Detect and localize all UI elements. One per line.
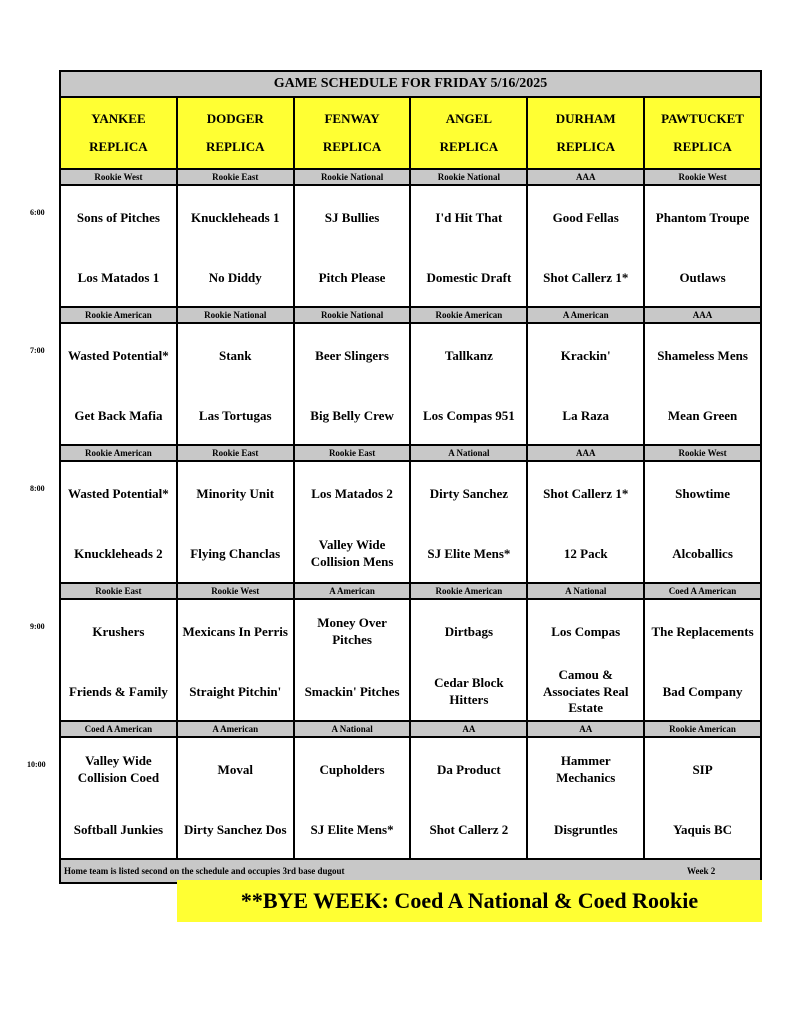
away-team: Good Fellas: [552, 209, 619, 225]
away-team: Wasted Potential*: [68, 347, 169, 363]
game-cell: [528, 324, 645, 444]
away-team: Mexicans In Perris: [182, 623, 288, 639]
division-label: Rookie American: [61, 446, 178, 460]
game-cell: [411, 600, 528, 720]
game-cell: [528, 600, 645, 720]
division-label: Rookie West: [178, 584, 295, 598]
away-team: Krushers: [92, 623, 145, 639]
game-cell: [295, 600, 412, 720]
away-team: Krackin': [560, 347, 611, 363]
home-team: 12 Pack: [563, 545, 608, 561]
away-team: Knuckleheads 1: [190, 209, 280, 225]
away-team: The Replacements: [651, 623, 754, 639]
game-cell: [411, 186, 528, 306]
away-team: Hammer Mechanics: [556, 753, 616, 785]
division-row: [61, 170, 760, 186]
away-team: Wasted Potential*: [68, 485, 169, 501]
division-label: Rookie West: [678, 448, 727, 458]
time-column: [0, 0, 60, 1024]
game-cell: [411, 324, 528, 444]
home-team: Mean Green: [667, 407, 738, 423]
home-team: SJ Elite Mens*: [310, 821, 394, 837]
away-team: SIP: [692, 761, 713, 777]
away-team: Cupholders: [319, 761, 385, 777]
home-team: Yaquis BC: [673, 821, 732, 837]
game-cell: [61, 186, 178, 306]
division-label: AA: [528, 722, 645, 736]
game-cell: [528, 462, 645, 582]
field-sub: REPLICA: [89, 139, 148, 154]
away-team: Los Matados 2: [311, 485, 393, 501]
home-team: Softball Junkies: [73, 821, 164, 837]
division-label: Rookie West: [61, 170, 178, 184]
game-cell: [295, 462, 412, 582]
field-name: PAWTUCKET: [661, 111, 744, 126]
away-team: Da Product: [437, 761, 501, 777]
field-sub: REPLICA: [322, 139, 382, 154]
home-team: SJ Elite Mens*: [427, 545, 511, 561]
field-name: DODGER: [206, 111, 264, 126]
away-team: Moval: [217, 761, 253, 777]
home-team: Friends & Family: [68, 683, 168, 699]
division-label: A American: [178, 722, 295, 736]
away-team: Sons of Pitches: [76, 209, 160, 225]
home-team: Knuckleheads 2: [74, 545, 163, 561]
home-team: Smackin' Pitches: [304, 683, 400, 699]
schedule-footer: [61, 860, 760, 882]
division-row: [61, 446, 760, 462]
division-label: Rookie American: [411, 584, 528, 598]
division-label: Rookie National: [411, 170, 528, 184]
division-row: [61, 584, 760, 600]
game-cell: [61, 600, 178, 720]
home-team: Dirty Sanchez Dos: [183, 821, 287, 837]
game-cell: [295, 186, 412, 306]
away-team: Tallkanz: [444, 347, 493, 363]
field-sub: REPLICA: [439, 139, 499, 154]
field-header-durham: [528, 98, 645, 168]
time-label: 6:00: [30, 208, 45, 217]
division-row: [61, 722, 760, 738]
home-team: Shot Callerz 1*: [543, 269, 629, 285]
field-sub: REPLICA: [556, 139, 615, 154]
game-cell: [411, 462, 528, 582]
game-cell: [295, 738, 412, 858]
footer-note: Home team is listed second on the schedule and occupies 3rd base dugout: [64, 866, 345, 876]
field-sub: REPLICA: [205, 139, 265, 154]
game-cell: [178, 462, 295, 582]
division-label: Rookie National: [178, 308, 295, 322]
away-team: Dirtbags: [444, 623, 494, 639]
division-label: Rookie East: [295, 446, 412, 460]
time-slots: [61, 170, 760, 860]
division-row: [61, 308, 760, 324]
home-team: Outlaws: [679, 269, 726, 285]
week-label: Week 2: [687, 866, 716, 876]
time-label: 7:00: [30, 346, 45, 355]
division-label: AAA: [692, 310, 713, 320]
game-cell: [645, 324, 760, 444]
game-cell: [178, 324, 295, 444]
away-team: Shameless Mens: [657, 347, 748, 363]
game-cell: [61, 462, 178, 582]
time-label: 10:00: [27, 760, 46, 769]
game-cell: [645, 186, 760, 306]
game-cell: [178, 738, 295, 858]
division-label: Rookie American: [411, 308, 528, 322]
field-sub: REPLICA: [673, 139, 732, 154]
game-cell: [178, 600, 295, 720]
away-team: SJ Bullies: [324, 209, 380, 225]
home-team: Domestic Draft: [426, 269, 512, 285]
division-label: Rookie East: [61, 584, 178, 598]
bye-week-banner: **BYE WEEK: Coed A National & Coed Rookie: [177, 880, 762, 922]
field-name: DURHAM: [555, 111, 616, 126]
game-cell: [61, 738, 178, 858]
away-team: Los Compas: [551, 623, 621, 639]
home-team: Disgruntles: [553, 821, 618, 837]
division-label: Rookie National: [295, 308, 412, 322]
division-label: A National: [411, 446, 528, 460]
home-team: Cedar Block Hitters: [434, 675, 504, 707]
game-row: [61, 738, 760, 860]
away-team: Showtime: [675, 485, 730, 501]
home-team: Pitch Please: [318, 269, 386, 285]
home-team: Valley Wide Collision Mens: [310, 537, 394, 569]
division-label: A American: [295, 584, 412, 598]
division-label: A American: [528, 308, 645, 322]
division-label: Rookie East: [178, 170, 295, 184]
field-name: ANGEL: [445, 111, 493, 126]
away-team: Valley Wide Collision Coed: [77, 753, 160, 785]
game-row: [61, 186, 760, 308]
home-team: Big Belly Crew: [310, 407, 394, 423]
division-label: A National: [295, 722, 412, 736]
home-team: Shot Callerz 2: [429, 821, 509, 837]
away-team: Money Over Pitches: [317, 615, 387, 647]
division-label: Rookie American: [61, 308, 178, 322]
division-label: AA: [411, 722, 528, 736]
home-team: Straight Pitchin': [189, 683, 282, 699]
game-cell: [528, 738, 645, 858]
away-team: Minority Unit: [196, 485, 275, 501]
time-label: 8:00: [30, 484, 45, 493]
field-header-angel: [411, 98, 528, 168]
field-header-row: [61, 98, 760, 170]
away-team: Dirty Sanchez: [429, 485, 509, 501]
home-team: Los Compas 951: [423, 407, 515, 423]
game-cell: [178, 186, 295, 306]
away-team: Stank: [218, 347, 252, 363]
away-team: Phantom Troupe: [655, 209, 750, 225]
field-name: FENWAY: [324, 111, 380, 126]
field-name: YANKEE: [91, 111, 146, 126]
game-row: [61, 462, 760, 584]
division-label: Rookie National: [295, 170, 412, 184]
schedule-table: [59, 70, 762, 884]
field-header-yankee: [61, 98, 178, 168]
time-label: 9:00: [30, 622, 45, 631]
game-row: [61, 324, 760, 446]
division-label: AAA: [528, 446, 645, 460]
field-header-dodger: [178, 98, 295, 168]
game-cell: [295, 324, 412, 444]
home-team: Get Back Mafia: [74, 407, 163, 423]
game-cell: [411, 738, 528, 858]
division-label: Coed A American: [61, 722, 178, 736]
away-team: Beer Slingers: [315, 347, 389, 363]
division-label: A National: [528, 584, 645, 598]
field-header-fenway: [295, 98, 412, 168]
home-team: Las Tortugas: [198, 407, 272, 423]
schedule-title: GAME SCHEDULE FOR FRIDAY 5/16/2025: [61, 72, 760, 98]
away-team: Shot Callerz 1*: [543, 485, 629, 501]
home-team: Flying Chanclas: [190, 545, 281, 561]
home-team: No Diddy: [208, 269, 262, 285]
game-cell: [528, 186, 645, 306]
home-team: Los Matados 1: [77, 269, 160, 285]
field-header-pawtucket: [645, 98, 760, 168]
division-label: Rookie East: [178, 446, 295, 460]
game-cell: [61, 324, 178, 444]
away-team: I'd Hit That: [435, 209, 503, 225]
division-label: AAA: [528, 170, 645, 184]
division-label: Rookie West: [678, 172, 727, 182]
game-cell: [645, 738, 760, 858]
game-row: [61, 600, 760, 722]
division-label: Coed A American: [668, 586, 737, 596]
home-team: La Raza: [562, 407, 610, 423]
home-team: Alcoballics: [672, 545, 733, 561]
division-label: Rookie American: [669, 724, 736, 734]
game-cell: [645, 600, 760, 720]
home-team: Camou & Associates Real Estate: [542, 666, 629, 716]
home-team: Bad Company: [662, 683, 743, 699]
game-cell: [645, 462, 760, 582]
